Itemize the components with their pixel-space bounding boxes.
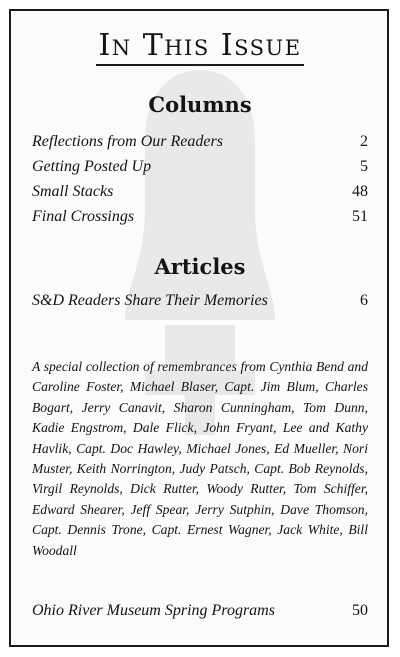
toc-page: 48 bbox=[352, 183, 368, 200]
toc-label: Final Crossings bbox=[32, 208, 135, 225]
toc-page: 2 bbox=[360, 133, 368, 150]
toc-page: 5 bbox=[360, 158, 368, 175]
toc-row[interactable] bbox=[32, 158, 368, 176]
articles-heading: Articles bbox=[154, 254, 246, 279]
toc-label: S&D Readers Share Their Memories bbox=[32, 292, 268, 309]
toc-row[interactable] bbox=[32, 208, 368, 226]
columns-heading: Columns bbox=[148, 92, 252, 117]
toc-label: Small Stacks bbox=[32, 183, 114, 200]
toc-page: 6 bbox=[360, 292, 368, 309]
toc-label: Ohio River Museum Spring Programs bbox=[32, 602, 275, 619]
page-title: In This Issue bbox=[0, 28, 400, 63]
toc-row[interactable] bbox=[32, 602, 368, 620]
toc-row[interactable] bbox=[32, 292, 368, 310]
toc-label: Reflections from Our Readers bbox=[32, 133, 223, 150]
article-description: A special collection of remembrances from Cynthia Bend and Caroline Foster, Michael Blaser, Capt. Jim Blum, Charles Bogart, Jerry Canavit, Sharon Cunningham, Tom Dunn, Kadie Engstrom, Dale Flick, John Fryant, Lee and Kathy Havlik, Capt. Doc Hawley, Michael Jones, Ed Mueller, Nori Muster, Keith Norrington, Judy Patsch, Capt. Bob Reynolds, Virgil Reynolds, Dick Rutter, Woody Rutter, Tom Schiffer, Edward Shearer, Jeff Spear, Jerry Sutphin, Dave Thomson, Capt. Dennis Trone, Capt. Ernest Wagner, Jack White, Bill Woodall bbox=[32, 359, 368, 558]
toc-page: 51 bbox=[352, 208, 368, 225]
toc-page: 50 bbox=[352, 602, 368, 619]
toc-label: Getting Posted Up bbox=[32, 158, 152, 175]
toc-row[interactable] bbox=[32, 183, 368, 201]
toc-row[interactable] bbox=[32, 133, 368, 151]
